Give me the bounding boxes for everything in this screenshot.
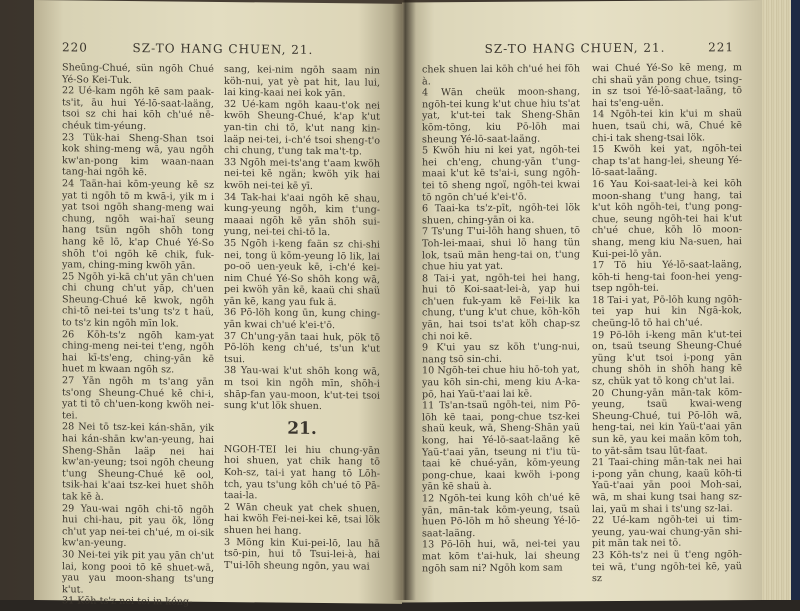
paragraph: 25 Ngōh yi-kā ch'ut yān ch'uen chi chung ch'ut yāp, ch'uen Sheung-Chué kē kwok, ngōh chi-tō nei-tei ts'ung ts'z t haü, to ts'z kin ngōh mīn lok.: [62, 270, 214, 330]
paragraph: 3 Möng kin Kui-pei-lō, lau hā tsō-pin, hui tō Tsui-lei-à, hai T'ui-lōh sheung ngōn, yau wai: [224, 536, 380, 573]
paragraph: 22 Ué-kam ngōh-tei ui tim-yeung, yau-wai chung-yān shi-pit mān tak nei tō.: [592, 514, 742, 550]
paragraph: 31 Kōh-ts'z nei-tei in kéng-: [62, 595, 193, 608]
paragraph: 8 Tai-i yat, ngōh-tei hei hang, hui tō Koi-saat-lei-à, yap hui ch'uen fuk-yam kē Fei-lik ka chung, t'ung k'ut chue, kōh-köh yān, hai tsoi ts'at köh chap-sz chi noi kē.: [422, 271, 580, 343]
right-page-header: [422, 40, 734, 58]
paragraph: 35 Ngōh i-keng faän sz chi-shi nei, tong ü kōm-yeung lō lik, lai po-oö uen-yeuk kē, i-ch'é kei-nim Chué Yé-So shōh kong wā, pei kwöh yān kē, kaaü chi shaü yān kē, kang yau fuk ä.: [224, 237, 380, 309]
paragraph: 21 Taai-ching mān-tak nei hai i-pong yān chung, kaaü kōh-ti Yaü-t'aai yān pooi Moh-sai, wā, m shai kung tsai hang sz-lai, yaü m shai i ts'ung sz-lai.: [592, 456, 742, 515]
paragraph: 17 Tō hiu Yé-lō-saat-laäng, kōh-ti heng-tai foon-hei yeng-tsep ngōh-tei.: [592, 259, 742, 295]
paragraph: 15 Kwöh kei yat, ngōh-tei chap ts'at hang-lei, sheung Yé-lō-saat-laäng.: [592, 143, 742, 179]
paragraph: 34 Tak-hai k'aai ngōh kē shau, kung-yeung ngōh, kim t'ung-maaai ngōh kē yān shōh sui-yung, nei-tei chi-tō la.: [224, 191, 380, 239]
left-page-number: 220: [62, 40, 88, 55]
paragraph: 28 Nei tō tsz-kei kán-shān, yik hai kán-shān kw'an-yeung, hai Sheng-Shān laäp nei hai kw'an-yeung; tsoi ngōh cheung t'ung Sheung-Chué kē ool, tsik-hai k'aai tsz-kei huet shōh tak kē à.: [62, 421, 214, 503]
paragraph: 20 Chung-yān mān-tak kōm-yeung, tsaü kwai-weng Sheung-Chué, tui Pō-lōh wā, heng-tai, nei kin Yaü-t'aai yān sun kē, yau kei maän kōm toh, to yāt-sām tsau lūt-faat.: [592, 386, 742, 457]
paragraph: 13 Pō-lōh hui, wā, nei-tei yau mat kōm t'ai-huk, lai sheung ngōh sam ni? Ngōh kom sam: [422, 538, 580, 574]
paragraph: 23 Kōh-ts'z nei ü t'eng ngōh-tei wā, t'ung ngōh-tei kē, yaü sz: [592, 549, 742, 585]
paragraph: 19 Pō-lōh i-keng mān k'ut-tei on, tsaü tseung Sheung-Chué yüng k'ut tsoi i-pong yān chung shōh in shōh hang kē sz, chük yat tō kong ch'ut lai.: [592, 328, 742, 388]
left-page: [34, 0, 402, 608]
chapter-heading: 21.: [287, 418, 317, 439]
paragraph: 22 Ué-kam ngōh kē sam paak-ts'it, āu hui Yé-lō-saat-laäng, tsoi sz chi hai kōh ch'ué nē-chéuk tim-yéung.: [62, 85, 214, 133]
left-running-head: SZ-TO HANG CHUEN, 21.: [132, 41, 314, 57]
paragraph: 18 Tai-i yat, Pō-lōh kung ngōh-tei yap hui kin Ngā-kok, cheüng-lō tō hai ch'ué.: [592, 294, 742, 330]
paragraph: 7 Ts'ung T'ui-lōh hang shuen, tō Toh-lei-maai, shui lō hang tün lok, tsaü mān heng-tai on, t'ung chue hiu yat yat.: [422, 225, 580, 273]
paragraph: 14 Ngōh-tei kin k'ui m shaü huen, tsaü chi, wā, Chué kē chi-i tak sheng-tsai lök.: [592, 108, 742, 144]
paragraph: 2 Wān cheuk yat chek shuen, hai kwöh Fei-nei-kei kē, tsai lök shuen hei hang.: [224, 501, 380, 537]
paragraph: sang, kei-nim ngōh saam nin köh-nui, yat yè pat hit, lau lui, lai king-kaai nei kok yān.: [224, 63, 380, 100]
paragraph: 38 Yau-wai k'ut shōh kong wā, m tsoi kin ngōh mīn, shōh-i shāp-fan yau-moon, k'ut-tei tsoi sung k'ut lök shuen.: [224, 365, 380, 413]
left-column-b: [224, 64, 380, 573]
right-page: [402, 0, 762, 603]
paragraph: 33 Ngōh mei-ts'ang t'aam kwöh nei-tei kē ngän; kwöh yik hai kwöh nei-tei kē yī.: [224, 156, 380, 192]
right-column-b: [592, 62, 742, 585]
right-running-head: SZ-TO HANG CHUEN, 21.: [484, 40, 666, 56]
page-block-edge: [762, 0, 800, 600]
book-cover-edge: [791, 0, 800, 600]
paragraph: 12 Ngōh-tei kung kōh ch'ué kē yān, mān-tak kōm-yeung, tsaü huen Pō-lōh m hō sheung Yé-lō-saat-laäng.: [422, 492, 580, 540]
left-column-a: [62, 62, 214, 608]
paragraph: 27 Yān ngōh m ts'ang yān ts'ong Sheung-Chué kē chi-i, yat ti tō ch'uen-kong kwöh nei-tei.: [62, 375, 214, 422]
right-column-a: [422, 63, 580, 574]
paragraph: 5 Kwöh hiu ni kei yat, ngōh-tei hei ch'eng, chung-yān t'ung-maai k'ut kē ts'ai-i, sung ngōh-tei tō sheng ngoï, ngōh-tei kwai tō ngōn ch'ué k'ei-t'ō.: [422, 144, 580, 203]
paragraph: 11 Ts'an-tsaü ngōh-tei, nim Pō-lōh kē taai, pong-chue tsz-kei shaü keuk, wā, Sheng-Shān yaü kong, hai Yé-lō-saat-laäng kē Yaü-t'aai yān, tseung ni t'iu tü-taai kē chué-yān, kōm-yeung pong-chue, kaai kwöh i-pong yān kē shaü à.: [422, 399, 580, 493]
paragraph: 23 Tük-hai Sheng-Shan tsoi kok shing-meng wā, yau ngōh kw'an-pong kim waan-naan tang-hai ngōh kē.: [62, 131, 214, 179]
paragraph: 37 Ch'ung-yān taai huk, pök tō Pō-löh keng ch'ué, ts'un k'ut tsui.: [224, 330, 380, 366]
paragraph: 6 Taai-ka ts'z-pīt, ngōh-tei lök shuen, ching-yān oi ka.: [422, 202, 580, 227]
left-page-header: [62, 40, 378, 59]
paragraph: wai Chué Yé-So kē meng, m chi shaü yān pong chue, tsing-in sz tsoi Yé-lō-saat-laäng, tō hai ts'eng-uën.: [592, 62, 742, 109]
paragraph: Sheūng-Chué, sün ngōh Chué Yé-So Kei-Tuk.: [62, 62, 214, 86]
book-gutter: [392, 0, 416, 600]
paragraph: 30 Nei-tei yik pit yau yān ch'ut lai, kong pooi tō kē shuet-wā, yau yau moon-shang ts'ung k'ut.: [62, 549, 214, 596]
paragraph: 32 Ué-kam ngōh kaau-t'ok nei kwöh Sheung-Chué, k'ap k'ut yan-tin chi tō, k'ut nang kin-laäp nei-tei, i-ch'é tsoi sheng-t'o chi chung, t'ung tak ma't-tp.: [224, 98, 380, 158]
paragraph: chek shuen lai kōh ch'ué hei fōh à.: [422, 63, 580, 87]
paragraph: 4 Wān cheük moon-shang, ngōh-tei kung k'ut chue hiu ts'at yat, k'ut-tei tak Sheng-Shān kōm-tōng, kiu Pō-lōh mai sheung Yé-lō-saat-laäng.: [422, 86, 580, 145]
paragraph: 9 K'ui yau sz köh t'ung-nui, nang tsō sin-chi.: [422, 341, 580, 366]
paragraph: 10 Ngōh-tei chue hiu hō-toh yat, yau kōh sin-chi, meng kiu A-ka-pō, hai Yaü-t'aai lai kē.: [422, 364, 580, 400]
right-page-number: 221: [708, 40, 734, 55]
paragraph: 26 Kōh-ts'z ngōh kam-yat ching-meng nei-tei t'eng, ngōh hai kī-ts'eng, ching-yān kē huet m kwaan ngōh sz.: [62, 328, 214, 376]
paragraph: 24 Taän-hai kōm-yeung kē sz yat ti ngōh tō m kwā-i, yik m i yat tsoi ngōh shang-meng wai chung, ngōh wai-haï seung hang tsün ngōh shōh tong hang kē lō, k'ap Chué Yé-So shōh t'oi ngōh kē chik, fuk-yam, ching-ming kwöh yān.: [62, 178, 214, 272]
paragraph: 36 Pō-löh kong ūn, kung ching-yān kwai ch'ué k'ei-t'ō.: [224, 307, 380, 332]
chapter-first-paragraph: NGOH-TEI lei hiu chung-yān hoi shuen, yat chik hang tō Koh-sz, tai-i yat hang tō Lōh-tch, yau ts'ung kōh ch'ué tō Pā-taai-la.: [224, 443, 380, 502]
paragraph: 29 Yau-wai ngōh chi-tō ngōh hui chi-hau, pit yau ök, löng ch'ut yap nei-tei ch'ué, m oi-sik kw'an-yeung.: [62, 502, 214, 550]
paragraph: 16 Yau Koi-saat-lei-à kei kōh moon-shang t'ung hang, tai k'ut kōh ngōh-tei, t'ung pong-chue, seung ngōh-tei hai k'ut ch'ué chue, kōh lō moon-shang, meng kiu Na-suen, hai Kui-pei-lō yān.: [592, 178, 742, 260]
